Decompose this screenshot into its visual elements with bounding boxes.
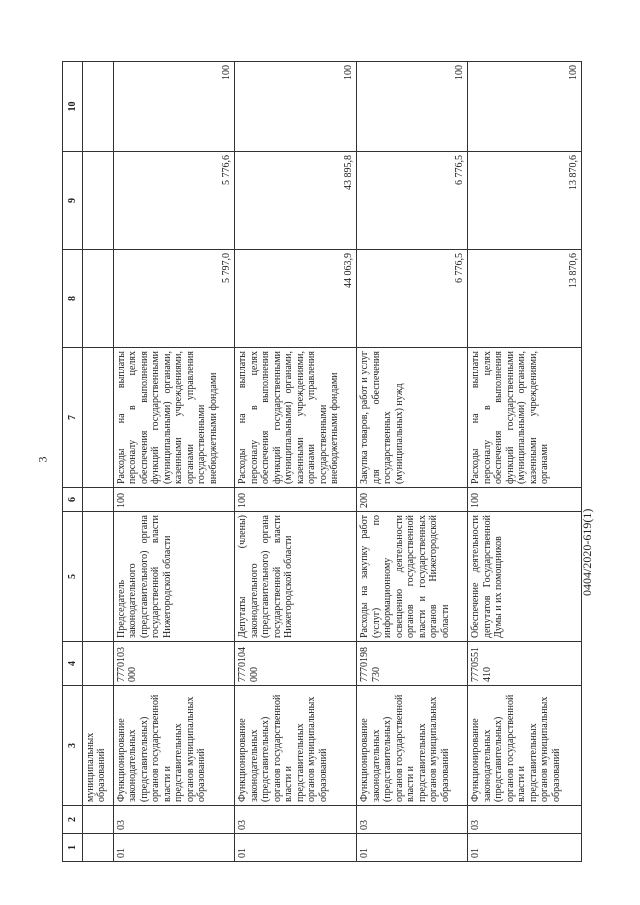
cell-actual: 13 870,6: [468, 152, 582, 250]
cell-section-name: Функционирование законодательных (представительных) органов государственной власти и представительных органов муниципальных образований: [235, 686, 357, 806]
header-col-7: 7: [63, 348, 83, 488]
header-col-4: 4: [63, 642, 83, 686]
cell-target-code: 7770104 000: [235, 642, 357, 686]
table-row: [357, 62, 468, 862]
table-row: [235, 62, 357, 862]
header-col-9: 9: [63, 152, 83, 250]
cell-section-name: Функционирование законодательных (представительных) органов государственной власти и представительных органов муниципальных образований: [113, 686, 235, 806]
cell-subsection: 03: [357, 806, 468, 834]
cell-target-name: Депутаты (члены) законодательного (представительного) органа государственной власти Нижегородской области: [235, 512, 357, 642]
cell-section: 01: [357, 834, 468, 862]
cell-target-name: Расходы на закупку работ (услуг) по информационному освещению деятельности органов государственной власти и государственных органов Нижегородской области: [357, 512, 468, 642]
cell-section-name: Функционирование законодательных (представительных) органов государственной власти и представительных органов муниципальных образований: [357, 686, 468, 806]
table-row: [468, 62, 582, 862]
document-code: 0404/2020-619(1): [580, 508, 594, 596]
cell-actual: 6 776,5: [357, 152, 468, 250]
cell-expense-name: Закупка товаров, работ и услуг для обеспечения государственных (муниципальных) нужд: [357, 348, 468, 488]
cell-percent: 100: [468, 62, 582, 152]
continuation-row: [82, 62, 113, 862]
cell-planned: 5 797,0: [113, 250, 235, 348]
cell-expense-name: Расходы на выплаты персоналу в целях обеспечения выполнения функций государственными (муниципальными) органами, казенными учреждениями, органами управления государственными внебюджетными фондами: [235, 348, 357, 488]
cell-expense-type: 200: [357, 488, 468, 512]
cell-section: 01: [113, 834, 235, 862]
page-number: 3: [35, 456, 50, 463]
header-col-2: 2: [63, 806, 83, 834]
cell-section: 01: [468, 834, 582, 862]
header-col-3: 3: [63, 686, 83, 806]
cell-target-code: 7770551 410: [468, 642, 582, 686]
cell-target-code: 7770198 730: [357, 642, 468, 686]
cell-percent: 100: [235, 62, 357, 152]
cell-section: 01: [235, 834, 357, 862]
header-col-8: 8: [63, 250, 83, 348]
cell-subsection: 03: [468, 806, 582, 834]
cell-planned: 13 870,6: [468, 250, 582, 348]
cell-target-name: Председатель законодательного (представительного) органа государственной власти Нижегородской области: [113, 512, 235, 642]
cell-actual: 5 776,6: [113, 152, 235, 250]
cell-target-name: Обеспечение деятельности депутатов Государственной Думы и их помощников: [468, 512, 582, 642]
table-row: [113, 62, 235, 862]
cell-expense-name: Расходы на выплаты персоналу в целях обеспечения выполнения функций государственными (муниципальными) органами, казенными учреждениями, органами управления государственными внебюджетными фондами: [113, 348, 235, 488]
header-col-5: 5: [63, 512, 83, 642]
cell-expense-type: 100: [113, 488, 235, 512]
cell-planned: 44 063,9: [235, 250, 357, 348]
header-col-1: 1: [63, 834, 83, 862]
header-row: [63, 62, 83, 862]
header-col-6: 6: [63, 488, 83, 512]
cell-expense-name: Расходы на выплаты персоналу в целях обеспечения выполнения функций государственными (муниципальными) органами, казенными учреждениями, органами: [468, 348, 582, 488]
cell-planned: 6 776,5: [357, 250, 468, 348]
header-col-10: 10: [63, 62, 83, 152]
cell-subsection: 03: [235, 806, 357, 834]
cell-expense-type: 100: [235, 488, 357, 512]
budget-table: [62, 61, 582, 862]
cell-subsection: 03: [113, 806, 235, 834]
cell-target-code: 7770103 000: [113, 642, 235, 686]
cell-expense-type: 100: [468, 488, 582, 512]
cell-actual: 43 895,8: [235, 152, 357, 250]
cell-section-name: Функционирование законодательных (представительных) органов государственной власти и представительных органов муниципальных образований: [468, 686, 582, 806]
cell-percent: 100: [357, 62, 468, 152]
continuation-text: муниципальных образований: [82, 686, 113, 806]
budget-table-sheet: [62, 62, 582, 862]
cell-percent: 100: [113, 62, 235, 152]
